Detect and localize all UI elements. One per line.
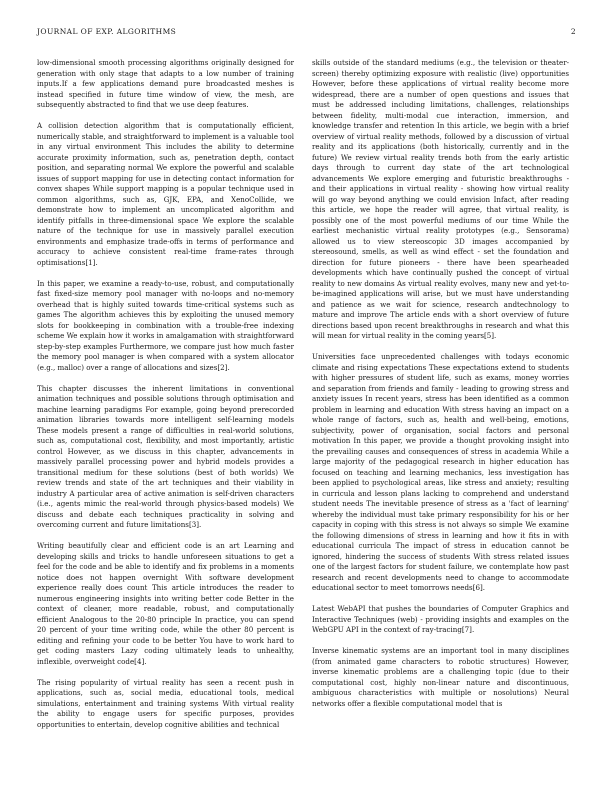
paragraph-text: In this paper, we examine a ready-to-use, robust, and computationally fast fixed-size memory pool manager with no-loops and no-memory overhead that is highly suited towards time-critical systems such as games The algorithm achieves this by exploiting the unused memory slots for bookkeeping in combination with a trouble-free indexing scheme We explain how it works in amalgamation with straightforward step-by-step examples Furthermore, we compare just how much faster the memory pool manager is when compared with a system allocator (e.g., malloc) over a range of allocations and sizes xyxy=(37,278,294,372)
body-paragraph xyxy=(37,678,294,731)
body-paragraph xyxy=(312,646,569,709)
citation-link[interactable]: [6]. xyxy=(472,583,486,593)
paragraph-text: low-dimensional smooth processing algorithms originally designed for generation with only stage that adapts to a low number of training inputs.If a few applications demand pure broadcasted meshes is instead specified in future time window of view, the mesh, are subsequently abstracted to find that we use deep features. xyxy=(37,58,294,109)
body-paragraph xyxy=(37,384,294,531)
body-paragraph xyxy=(37,58,294,111)
body-paragraph xyxy=(312,604,569,636)
citation-link[interactable]: [3]. xyxy=(188,520,202,530)
running-head xyxy=(37,27,576,39)
page-number: 2 xyxy=(570,27,576,36)
paragraph-text: A collision detection algorithm that is computationally efficient, numerically stable, and straightforward to implement is a valuable tool in any virtual environment This includes the ability to determine accurate proximity information, such as, penetration depth, contact position, and separating normal We explore the powerful and scalable issues of support mapping for use in detecting contact information for convex shapes While support mapping is a popular technique used in common algorithms, such as, GJK, EPA, and XenoCollide, we demonstrate how to implement an uncomplicated algorithm and identify pitfalls in three-dimensional space We explore the scalable nature of the technique for use in massively parallel execution environments and emphasize trade-offs in terms of performance and accuracy to achieve consistent real-time frame-rates through optimisations xyxy=(37,121,294,267)
citation-link[interactable]: [1]. xyxy=(85,257,98,267)
citation-link[interactable]: [7]. xyxy=(461,625,475,635)
body-paragraph xyxy=(312,352,569,594)
body-paragraph xyxy=(37,541,294,667)
citation-link[interactable]: [4]. xyxy=(134,656,147,666)
citation-link[interactable]: [5]. xyxy=(484,331,497,340)
body-paragraph xyxy=(37,121,294,268)
citation-link[interactable]: [2]. xyxy=(217,362,230,372)
paragraph-text: This chapter discusses the inherent limitations in conventional animation techniques and possible solutions through optimisation and machine learning paradigms For example, going beyond prerecorded animation libraries towards more intelligent self-learning models These models present a range of difficulties in real-world solutions, such as, computational cost, flexibility, and most importantly, artistic control However, as we discuss in this chapter, advancements in massively parallel processing power and hybrid models provides a transitional medium for these solutions (best of both worlds) We review trends and state of the art techniques and their viability in industry A particular area of active animation is self-driven characters (i.e., agents mimic the real-world through physics-based models) We discuss and debate each techniques practicality in solving and overcoming current and future limitations xyxy=(37,383,294,530)
body-paragraph xyxy=(37,279,294,374)
right-column xyxy=(312,58,569,782)
paragraph-text: Writing beautifully clear and efficient code is an art Learning and developing skills and tricks to handle unforeseen situations to get a feel for the code and be able to identify and fix problems in a moments notice does not happen overnight With software development experience really does count This article introduces the reader to numerous engineering insights into writing better code Better in the context of cleaner, more readable, robust, and computationally efficient Analogous to the 20-80 principle In practice, you can spend 20 percent of your time writing code, while the other 80 percent is editing and refining your code to be better You have to work hard to get coding masters Lazy coding ultimately leads to unhealthy, inflexible, overweight code xyxy=(37,541,294,666)
paragraph-text: Universities face unprecedented challenges with todays economic climate and rising expectations These expectations extend to students with higher pressures of student life, such as exams, money worries and separation from friends and family - leading to growing stress and anxiety issues In recent years, stress has been identified as a common problem in learning and education With stress having an impact on a whole range of factors, such as, health and well-being, emotions, subjectivity, power of organisation, social factors and personal motivation In this paper, we provide a thought provoking insight into the prevailing causes and consequences of stress in academia While a large majority of the pedagogical research in higher education has focused on teaching and learning mechanics, less investigation has been applied to psychological areas, like stress and anxiety; resulting in curricula and lesson plans lacking to comprehend and understand student needs The inevitable presence of stress as a 'fact of learning' whereby the individual must take primary responsibility for his or her capacity in coping with this stress is not always so simple We examine the following dimensions of stress in learning and how it fits in with educational curricula The impact of stress in education cannot be ignored, hindering the success of students With stress related issues one of the largest factors for student failure, we contemplate how past research and recent developments need to change to accommodate educational sector to meet tomorrows needs xyxy=(312,352,569,593)
paragraph-text: Latest WebAPI that pushes the boundaries of Computer Graphics and Interactive Techniques (web) - providing insights and examples on the WebGPU API in the context of ray-tracing xyxy=(312,604,569,635)
body-paragraph xyxy=(312,58,569,342)
paragraph-text: skills outside of the standard mediums (e.g., the television or theater-screen) thereby optimizing exposure with realistic (live) opportunities However, before these applications of virtual reality become more widespread, there are a number of open questions and issues that must be addressed including limitations, challenges, relationships between fidelity, multi-modal cue interaction, immersion, and knowledge transfer and retention In this article, we begin with a brief overview of virtual reality methods, followed by a discussion of virtual reality and its applications (both historically, currently and in the future) We review virtual reality trends both from the early artistic days through to current day state of the art technological advancements We explore emerging and futuristic breakthroughs - and their applications in virtual reality - showing how virtual reality will go way beyond anything we could envision Infact, after reading this article, we hope the reader will agree, that virtual reality, is possibly one of the most powerful mediums of our time While the earliest mechanistic virtual reality prototypes (e.g., Sensorama) allowed us to view stereoscopic 3D images accompanied by stereosound, smells, as well as wind effect - set the foundation and direction for future pioneers - there have been spearheaded developments which have continually pushed the concept of virtual reality to new domains As virtual reality evolves, many new and yet-to-be-imagined applications will arise, but we must have understanding and patience as we wait for science, research andtechnology to mature and improve The article ends with a short overview of future directions based upon recent breakthroughs in research and what this will mean for virtual reality in the coming years xyxy=(312,58,569,340)
journal-title: JOURNAL OF EXP. ALGORITHMS xyxy=(37,27,177,36)
paragraph-text: Inverse kinematic systems are an important tool in many disciplines (from animated game characters to robotic structures) However, inverse kinematic problems are a challenging topic (due to their computational cost, highly non-linear nature and discontinuous, ambiguous characteristics with multiple or nosolutions) Neural networks offer a flexible computational model that is xyxy=(312,646,569,708)
paragraph-text: The rising popularity of virtual reality has seen a recent push in applications, such as, social media, educational tools, medical simulations, entertainment and training systems With virtual reality the ability to engage users for specific purposes, provides opportunities to entertain, develop cognitive abilities and technical xyxy=(37,677,294,729)
left-column xyxy=(37,58,294,782)
